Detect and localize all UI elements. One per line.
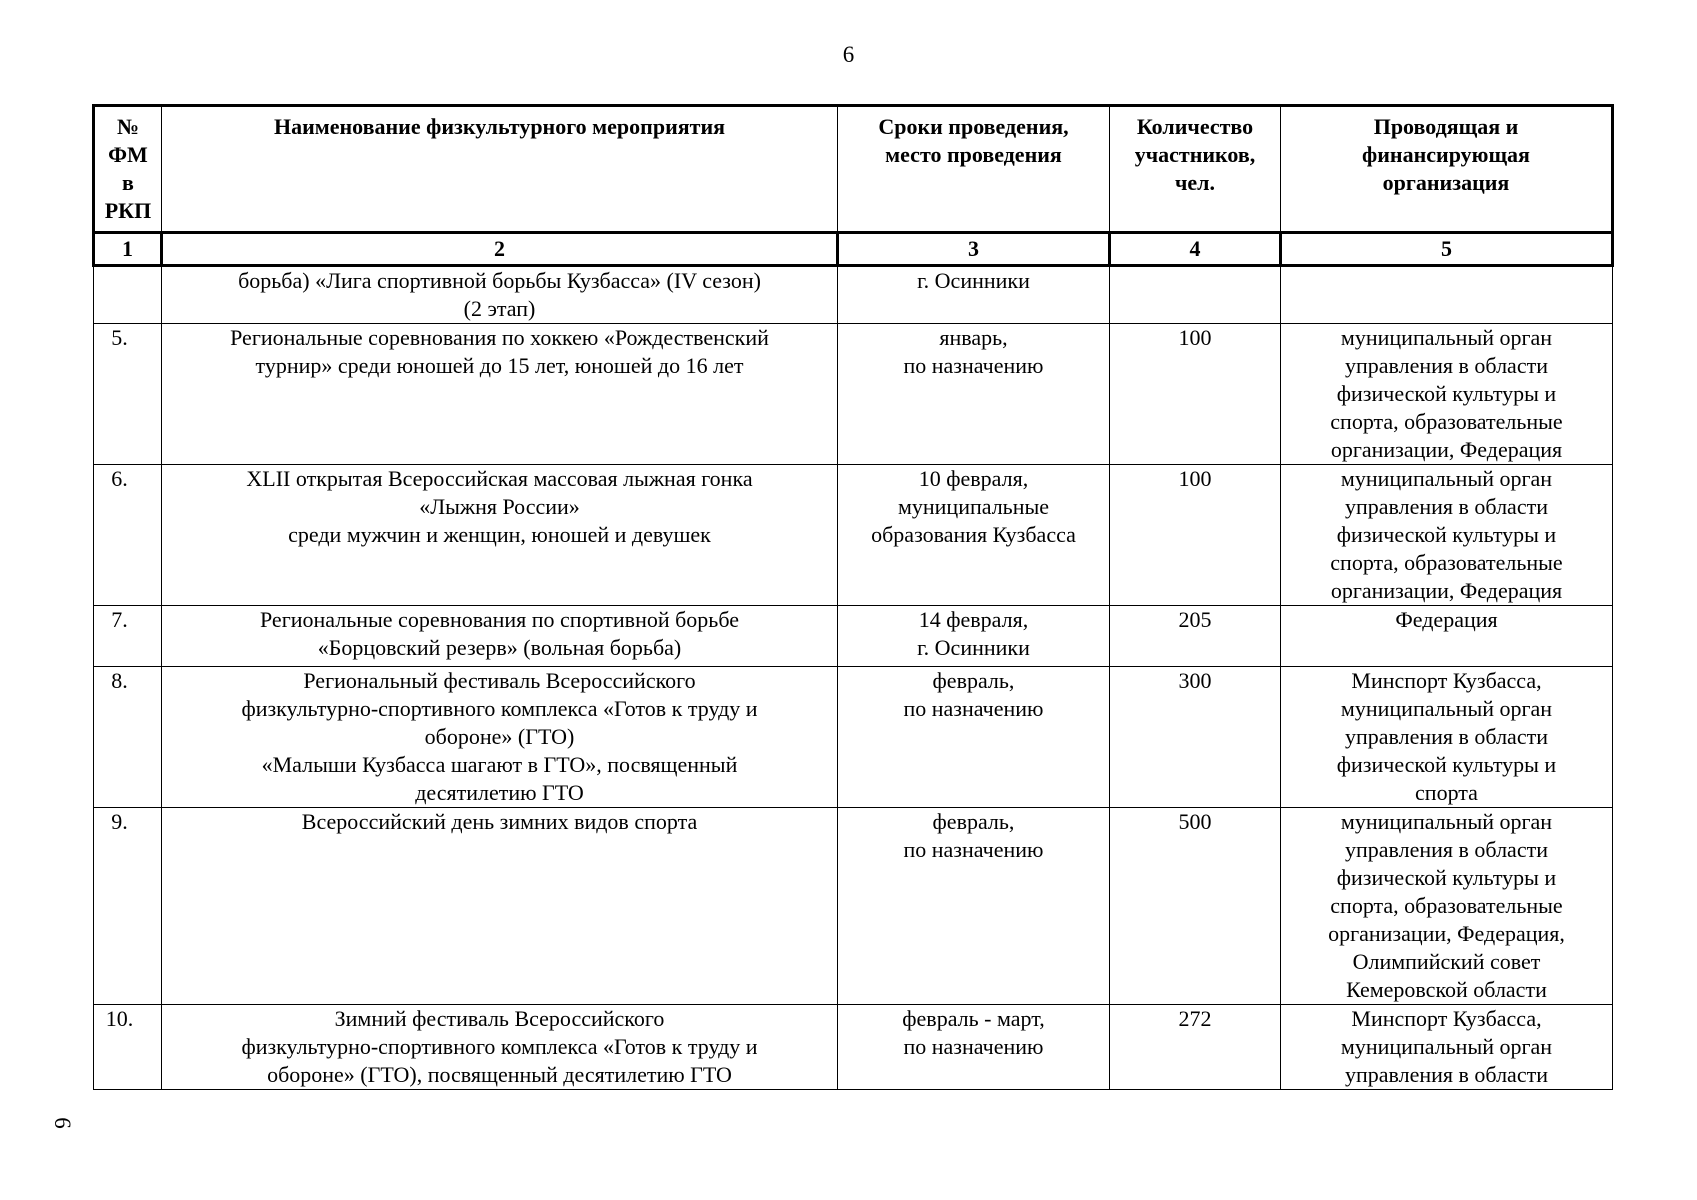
- event-name: борьба) «Лига спортивной борьбы Кузбасса» (IV сезон) (2 этап): [162, 266, 838, 324]
- event-organizer: муниципальный орган управления в области физической культуры и спорта, образовательные организации, Федерация, Олимпийский совет Кемеровской области: [1281, 808, 1613, 1005]
- event-participants: 272: [1110, 1005, 1281, 1090]
- event-participants: 300: [1110, 667, 1281, 808]
- row-number: 5.: [94, 324, 162, 465]
- row-number: 7.: [94, 606, 162, 667]
- header-event-name: Наименование физкультурного мероприятия: [162, 106, 838, 233]
- row-number: 10.: [94, 1005, 162, 1090]
- table-row: [94, 266, 1613, 324]
- event-organizer: муниципальный орган управления в области физической культуры и спорта, образовательные организации, Федерация: [1281, 324, 1613, 465]
- table-row: [94, 324, 1613, 465]
- table-row: [94, 606, 1613, 667]
- table-row: [94, 465, 1613, 606]
- event-name: Региональные соревнования по спортивной борьбе «Борцовский резерв» (вольная борьба): [162, 606, 838, 667]
- event-participants: 500: [1110, 808, 1281, 1005]
- column-index-row: [94, 233, 1613, 266]
- event-dates: январь, по назначению: [838, 324, 1110, 465]
- column-index: 3: [838, 233, 1110, 266]
- column-index: 1: [94, 233, 162, 266]
- side-page-number: 6: [49, 1117, 75, 1129]
- row-number: 8.: [94, 667, 162, 808]
- event-dates: февраль, по назначению: [838, 667, 1110, 808]
- event-organizer: Минспорт Кузбасса, муниципальный орган управления в области: [1281, 1005, 1613, 1090]
- event-participants: 100: [1110, 324, 1281, 465]
- header-organizer: Проводящая и финансирующая организация: [1281, 106, 1613, 233]
- event-name: Региональный фестиваль Всероссийского физкультурно-спортивного комплекса «Готов к труду и обороне» (ГТО) «Малыши Кузбасса шагают в ГТО», посвященный десятилетию ГТО: [162, 667, 838, 808]
- table-row: [94, 1005, 1613, 1090]
- row-number: 9.: [94, 808, 162, 1005]
- table-row: [94, 808, 1613, 1005]
- event-participants: 100: [1110, 465, 1281, 606]
- event-dates: г. Осинники: [838, 266, 1110, 324]
- table-header-row: [94, 106, 1613, 233]
- event-dates: февраль - март, по назначению: [838, 1005, 1110, 1090]
- event-name: Зимний фестиваль Всероссийского физкультурно-спортивного комплекса «Готов к труду и обороне» (ГТО), посвященный десятилетию ГТО: [162, 1005, 838, 1090]
- header-participants: Количество участников, чел.: [1110, 106, 1281, 233]
- row-number: 6.: [94, 465, 162, 606]
- header-number: № ФМ в РКП: [94, 106, 162, 233]
- event-name: Всероссийский день зимних видов спорта: [162, 808, 838, 1005]
- event-organizer: Федерация: [1281, 606, 1613, 667]
- row-number: [94, 266, 162, 324]
- event-participants: [1110, 266, 1281, 324]
- header-dates-place: Сроки проведения, место проведения: [838, 106, 1110, 233]
- events-table: [92, 104, 1614, 1090]
- table-row: [94, 667, 1613, 808]
- event-dates: 10 февраля, муниципальные образования Кузбасса: [838, 465, 1110, 606]
- event-organizer: Минспорт Кузбасса, муниципальный орган управления в области физической культуры и спорта: [1281, 667, 1613, 808]
- event-participants: 205: [1110, 606, 1281, 667]
- column-index: 5: [1281, 233, 1613, 266]
- column-index: 4: [1110, 233, 1281, 266]
- event-organizer: [1281, 266, 1613, 324]
- event-name: Региональные соревнования по хоккею «Рождественский турнир» среди юношей до 15 лет, юношей до 16 лет: [162, 324, 838, 465]
- page-number: 6: [842, 42, 855, 67]
- event-dates: февраль, по назначению: [838, 808, 1110, 1005]
- event-organizer: муниципальный орган управления в области физической культуры и спорта, образовательные организации, Федерация: [1281, 465, 1613, 606]
- event-name: XLII открытая Всероссийская массовая лыжная гонка «Лыжня России» среди мужчин и женщин, юношей и девушек: [162, 465, 838, 606]
- event-dates: 14 февраля, г. Осинники: [838, 606, 1110, 667]
- column-index: 2: [162, 233, 838, 266]
